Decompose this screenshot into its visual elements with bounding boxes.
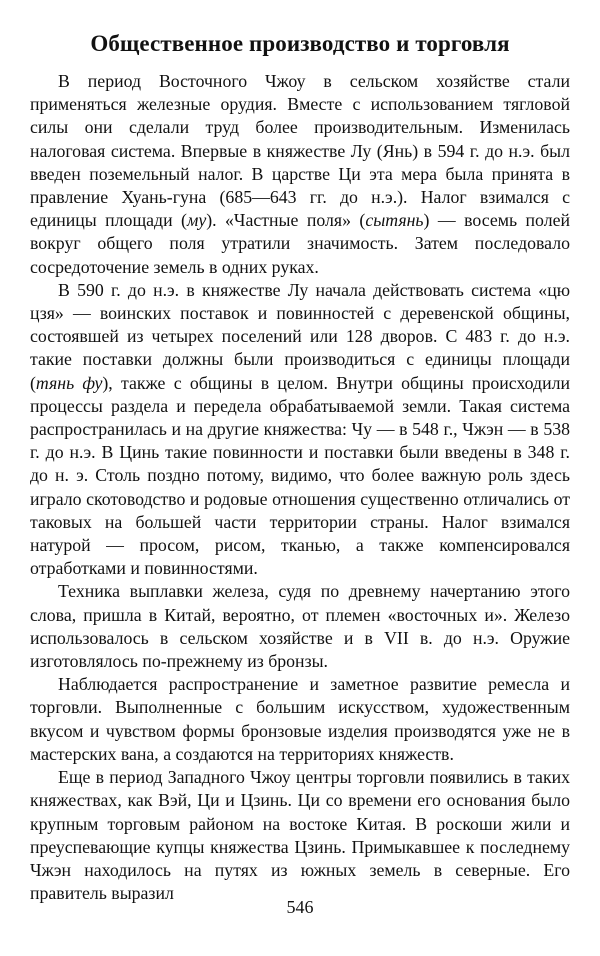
section-title: Общественное производство и торговля — [90, 31, 510, 56]
paragraph-2 — [30, 279, 570, 581]
paragraph-text: Еще в период Западного Чжоу центры торговли появились в таких княжествах, как Вэй, Ци и Цзинь. Ци со времени его основания было крупным торговым районом на востоке Китая. В роскоши жили и преуспевающие купцы княжества Цзинь. Примыкавшее к последнему Чжэн находилось на путях из южных земель в северные. Его правитель выразил — [30, 767, 570, 904]
paragraph-text: ) — восемь полей вокруг общего поля утратили значимость. Затем последовало сосредоточение земель в одних руках. — [30, 210, 570, 277]
page-number: 546 — [286, 897, 314, 917]
paragraph-text: В период Восточного Чжоу в сельском хозяйстве стали применяться железные орудия. Вместе с использованием тягловой силы они сделали труд более производительным. Изменилась налоговая система. Впервые в княжестве Лу (Янь) в 594 г. до н.э. был введен поземельный налог. В царстве Ци эта мера была принята в правление Хуань-гуна (685—643 гг. до н.э.). Налог взимался с единицы площади ( — [30, 71, 570, 231]
paragraph-1 — [30, 70, 570, 279]
paragraph-text: ), также с общины в целом. Внутри общины происходили процессы раздела и передела обрабатываемой земли. Такая система распространилась и на другие княжества: Чу — в 548 г., Чжэн — в 538 г. до н.э. В Цинь такие повинности и поставки были введены в 348 г. до н. э. Столь поздно потому, видимо, что более важную роль здесь играло скотоводство и родовые отношения существенно отличались от таковых на большей части территории страны. Налог взимался натурой — просом, рисом, тканью, а также компенсировался отработками и повинностями. — [30, 372, 570, 579]
paragraph-text: ). «Частные поля» ( — [206, 210, 366, 231]
term-italic: тянь фу — [35, 372, 103, 393]
paragraph-text: Наблюдается распространение и заметное развитие ремесла и торговли. Выполненные с большим искусством, художественным вкусом и чувством формы бронзовые изделия производятся уже не в мастерских вана, а создаются на территориях княжеств. — [30, 674, 570, 764]
paragraph-4 — [30, 673, 570, 766]
paragraph-5 — [30, 766, 570, 905]
term-italic: му — [186, 210, 207, 231]
page-body — [30, 30, 570, 905]
paragraph-text: В 590 г. до н.э. в княжестве Лу начала действовать система «цю цзя» — воинских поставок и повинностей с деревенской общины, состоявшей из четырех поселений или 128 дворов. С 483 г. до н.э. такие поставки должны были производиться с единицы площади ( — [30, 279, 570, 393]
paragraph-3 — [30, 580, 570, 673]
paragraph-text: Техника выплавки железа, судя по древнему начертанию этого слова, пришла в Китай, вероятно, от племен «восточных и». Железо использовалось в сельском хозяйстве и в VII в. до н.э. Оружие изготовлялось по-прежнему из бронзы. — [30, 581, 570, 672]
term-italic: сытянь — [365, 210, 424, 231]
